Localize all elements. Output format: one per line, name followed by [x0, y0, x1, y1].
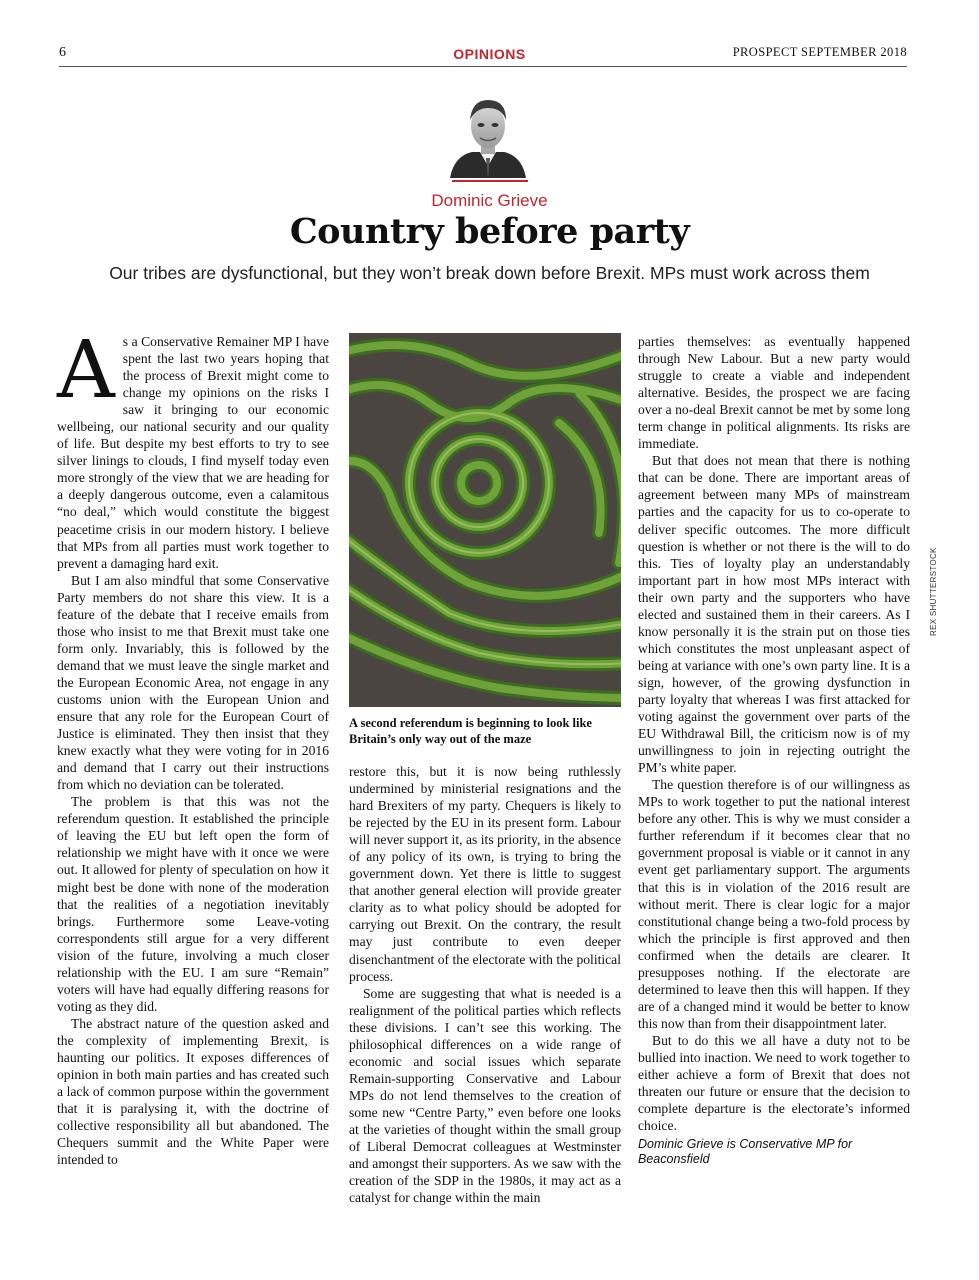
paragraph: The abstract nature of the question asked and the complexity of implementing Brexit, is haunting our politics. It exposes differences of opinion in both main parties and has created such a lack of common purpose within the government that it is paralysing it, with the doctrine of collective responsibility all but abandoned. The Chequers summit and the White Paper were intended to [57, 1015, 329, 1168]
page-number: 6 [59, 45, 66, 60]
paragraph: But I am also mindful that some Conservative Party members do not share this view. It is a feature of the debate that I receive emails from those who insist to me that Brexit must take one form only. Invariably, this is followed by the demand that we must leave the single market and the European Economic Area, not engage in any customs union with the European Union and ensure that any role for the European Court of Justice is eliminated. They then insist that they knew exactly what they were voting for in 2016 and demand that I carry out their instructions from which no deviation can be tolerated. [57, 572, 329, 793]
paragraph: parties themselves: as eventually happened through New Labour. But a new party would struggle to create a viable and independent alternative. Besides, the prospect we are facing over a no-deal Brexit cannot be met by some long term change in political alignments. Its risks are immediate. [638, 334, 910, 452]
article-column-2 [349, 763, 621, 1206]
paragraph: s a Conservative Remainer MP I have spent the last two years hoping that the process of Brexit might come to change my opinions on the risks I saw it bringing to our economic wellbeing, our national security and our quality of life. But despite my best efforts to try to see silver linings to clouds, I find myself today even more strongly of the view that we are heading for a deeply dangerous outcome, even a calamitous “no deal,” which would constitute the biggest peacetime crisis in our modern history. I believe that MPs from all parties must work together to prevent a damaging hard exit. [57, 334, 329, 571]
header-rule [59, 66, 907, 67]
article-column-1 [57, 323, 329, 1168]
standfirst: Our tribes are dysfunctional, but they won’t break down before Brexit. MPs must work across them [109, 263, 870, 283]
article-column-3 [638, 333, 910, 1167]
portrait-divider [452, 180, 528, 182]
section-label: OPINIONS [453, 46, 526, 62]
author-name: Dominic Grieve [431, 191, 548, 210]
paragraph: Some are suggesting that what is needed is a realignment of the political parties which reflects these divisions. I can’t see this working. The philosophical differences on a wide range of economic and social issues which separate Remain-supporting Conservative and Labour MPs do not lend themselves to the creation of some new “Centre Party,” even before one looks at the varieties of thought within the small group of Liberal Democrat colleagues at Westminster and amongst their supporters. As we saw with the creation of the SDP in the 1980s, it may act as a catalyst for change within the main [349, 985, 621, 1206]
hedge-maze-photo [349, 333, 621, 707]
paragraph: The question therefore is of our willingness as MPs to work together to put the national interest before any other. This is why we must consider a further referendum if it becomes clear that no government proposal is viable or it cannot in any event get parliamentary support. The arguments that this is in violation of the 2016 result are without merit. There is clear logic for a major constitutional change being a two-fold process by which the principle is first approved and then confirmed when the details are clearer. It presupposes nothing. If the electorate are determined to leave then this will happen. If they are of a changed mind it would be better to know this now than from their disappointment later. [638, 777, 910, 1031]
magazine-issue: PROSPECT SEPTEMBER 2018 [732, 45, 907, 59]
photo-credit: REX SHUTTERSTOCK [929, 547, 938, 636]
headline: Country before party [289, 211, 690, 252]
paragraph: But to do this we all have a duty not to be bullied into inaction. We need to work together to either achieve a form of Brexit that does not threaten our future or ensure that the decision to complete departure is the electorate’s informed choice. [638, 1032, 910, 1134]
drop-cap: A [57, 323, 115, 416]
paragraph: The problem is that this was not the referendum question. It established the principle of leaving the EU but left open the form of relationship we might have with it once we were out. It allowed for plenty of speculation on how it might best be done with none of the moderation that the realities of a negotiation inevitably brings. Furthermore some Leave-voting correspondents still argue for a very different vision of the future, involving a much closer relationship with the EU. I am sure “Remain” voters will have had equally differing reasons for voting as they did. [57, 794, 329, 1014]
author-portrait [448, 92, 528, 178]
paragraph: restore this, but it is now being ruthlessly undermined by ministerial resignations and the hard Brexiters of my party. Chequers is likely to be rejected by the EU in its present form. Labour will never support it, as its priority, in the absence of any policy of its own, is trying to bring the government down. Yet there is little to suggest that another general election will provide greater clarity as to what policy should be adopted for carrying out Brexit. On the contrary, the result may just contribute to even deeper disenchantment of the electorate with the political process. [349, 764, 621, 984]
image-caption: A second referendum is beginning to look like Britain’s only way out of the maze [349, 716, 592, 746]
author-note: Dominic Grieve is Conservative MP for Beaconsfield [638, 1137, 853, 1167]
paragraph: But that does not mean that there is nothing that can be done. There are important areas of agreement between many MPs of mainstream parties and the capacity for us to co-operate to deliver specific outcomes. The more difficult question is whether or not there is the will to do this. Ties of loyalty play an understandably important part in how most MPs interact with their own party and the supporters who have elected and sustained them in their careers. As I know personally it is the strain put on those ties which constitutes the most unpleasant aspect of being at variance with one’s own party line. It is a sign, however, of the growing dysfunction in party loyalty that whereas I was first attacked for voting against the government over parts of the EU Withdrawal Bill, the criticism now is of my unwillingness to join in rejecting outright the PM’s white paper. [638, 453, 910, 776]
